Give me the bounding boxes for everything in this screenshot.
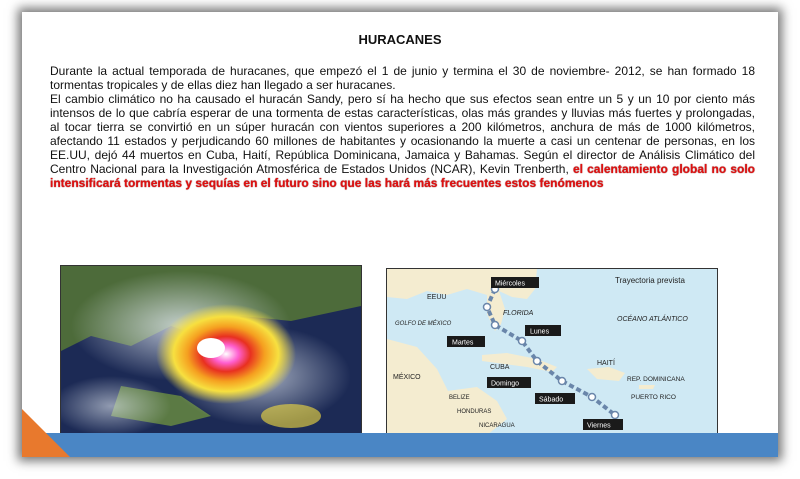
day-tag-lunes: Lunes <box>530 328 550 336</box>
label-golfo: GOLFO DE MÉXICO <box>395 321 452 327</box>
day-tag-martes: Martes <box>452 339 474 347</box>
label-mexico: MÉXICO <box>393 374 421 381</box>
slide-title: HURACANES <box>358 32 442 47</box>
day-tag-viernes: Viernes <box>587 422 611 430</box>
label-nicaragua: NICARAGUA <box>479 423 515 429</box>
day-tag-miercoles: Miércoles <box>495 280 525 288</box>
corner-accent <box>22 409 70 457</box>
paragraph-sandy <box>50 92 755 190</box>
slide <box>22 12 778 457</box>
paragraph-season: Durante la actual temporada de huracanes, que empezó el 1 de junio y termina el 30 de noviembre- 2012, se han formado 18 tormentas tropicales y de ellas diez han llegado a ser huracanes. <box>50 64 755 92</box>
label-eeuu: EEUU <box>427 294 447 301</box>
label-belize: BELIZE <box>449 395 470 401</box>
day-tag-domingo: Domingo <box>491 380 520 388</box>
label-rep-dom: REP. DOMINICANA <box>627 376 685 383</box>
forecast-track-map <box>386 268 718 436</box>
map-title: Trayectoria prevista <box>615 276 685 285</box>
satellite-image <box>60 265 362 445</box>
label-puerto-rico: PUERTO RICO <box>631 394 676 401</box>
label-florida: FLORIDA <box>503 310 534 317</box>
day-tag-sabado: Sábado <box>539 396 564 404</box>
label-oceano: OCÉANO ATLÁNTICO <box>617 316 688 323</box>
label-cuba: CUBA <box>490 364 510 371</box>
bottom-accent-bar <box>22 433 778 457</box>
body-text <box>50 64 755 190</box>
climate-warning-text: el calentamiento global no solo intensificará tormentas y sequías en el futuro sino que las hará más frecuentes estos fenómenos <box>50 162 755 190</box>
label-haiti: HAITÍ <box>597 360 615 367</box>
label-honduras: HONDURAS <box>457 409 492 415</box>
sandy-text: El cambio climático no ha causado el huracán Sandy, pero sí ha hecho que sus efectos sean entre un 5 y un 10 por ciento más intensos de lo que cabría esperar de una tormenta de estas características, olas más grandes y lluvias más fuertes y prolongadas, al tocar tierra se convirtió en un súper huracán con vientos superiores a 200 kilómetros, anchura de más de 1000 kilómetros, afectando 11 estados y perjudicando 60 millones de habitantes y ocasionando la muerte a casi un centenar de personas, en los EE.UU, dejó 44 muertos en Cuba, Haití, República Dominicana, Jamaica y Bahamas. Según el director de Análisis Climático del Centro Nacional para la Investigación Atmosférica de Estados Unidos (NCAR), Kevin Trenberth, <box>50 92 755 176</box>
